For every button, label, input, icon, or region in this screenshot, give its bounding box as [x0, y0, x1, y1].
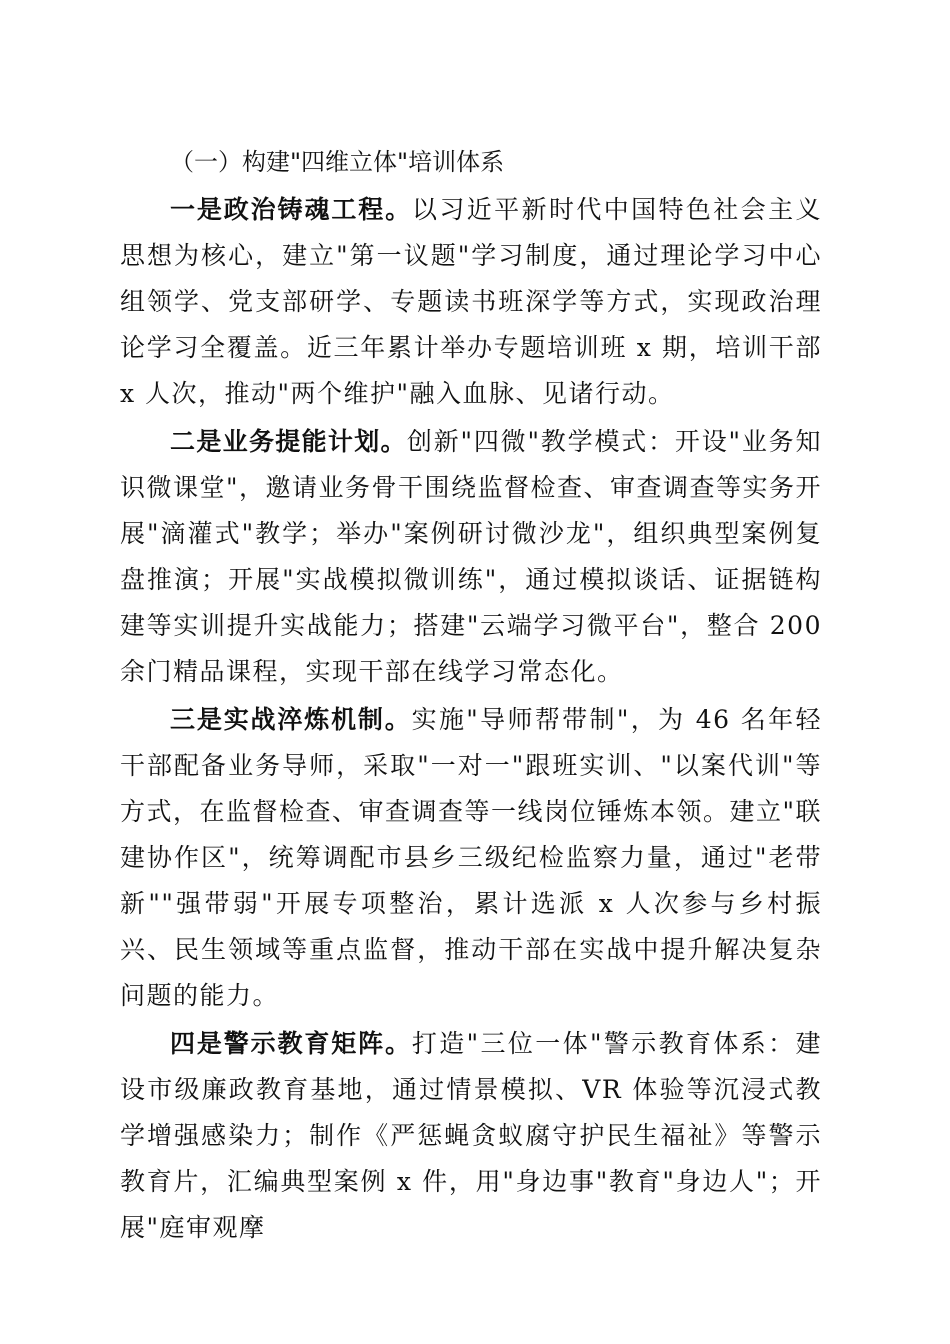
paragraph-body: 以习近平新时代中国特色社会主义思想为核心，建立"第一议题"学习制度，通过理论学习中心组领学、党支部研学、专题读书班深学等方式，实现政治理论学习全覆盖。近三年累计举办专题培训班 x 期，培训干部 x 人次，推动"两个维护"融入血脉、见诸行动。 — [120, 195, 822, 408]
paragraph-body: 创新"四微"教学模式：开设"业务知识微课堂"，邀请业务骨干围绕监督检查、审查调查等实务开展"滴灌式"教学；举办"案例研讨微沙龙"，组织典型案例复盘推演；开展"实战模拟微训练"，通过模拟谈话、证据链构建等实训提升实战能力；搭建"云端学习微平台"，整合 200 余门精品课程，实现干部在线学习常态化。 — [120, 427, 823, 686]
document-body — [120, 139, 822, 1251]
paragraph-lead: 四是警示教育矩阵。 — [170, 1029, 412, 1058]
paragraph-lead: 一是政治铸魂工程。 — [170, 195, 413, 224]
paragraph-business — [120, 419, 822, 695]
paragraph-political — [120, 187, 822, 417]
paragraph-lead: 三是实战淬炼机制。 — [170, 705, 412, 734]
paragraph-practice — [120, 697, 822, 1019]
section-heading: （一）构建"四维立体"培训体系 — [170, 148, 505, 176]
paragraph-lead: 二是业务提能计划。 — [170, 427, 407, 456]
paragraph-warning — [120, 1021, 822, 1251]
paragraph-body: 打造"三位一体"警示教育体系：建设市级廉政教育基地，通过情景模拟、VR 体验等沉浸式教学增强感染力；制作《严惩蝇贪蚁腐守护民生福祉》等警示教育片，汇编典型案例 x 件，用"身边事"教育"身边人"；开展"庭审观摩 — [120, 1029, 822, 1242]
paragraph-body: 实施"导师帮带制"，为 46 名年轻干部配备业务导师，采取"一对一"跟班实训、"以案代训"等方式，在监督检查、审查调查等一线岗位锤炼本领。建立"联建协作区"，统筹调配市县乡三级纪检监察力量，通过"老带新""强带弱"开展专项整治，累计选派 x 人次参与乡村振兴、民生领域等重点监督，推动干部在实战中提升解决复杂问题的能力。 — [120, 705, 823, 1010]
